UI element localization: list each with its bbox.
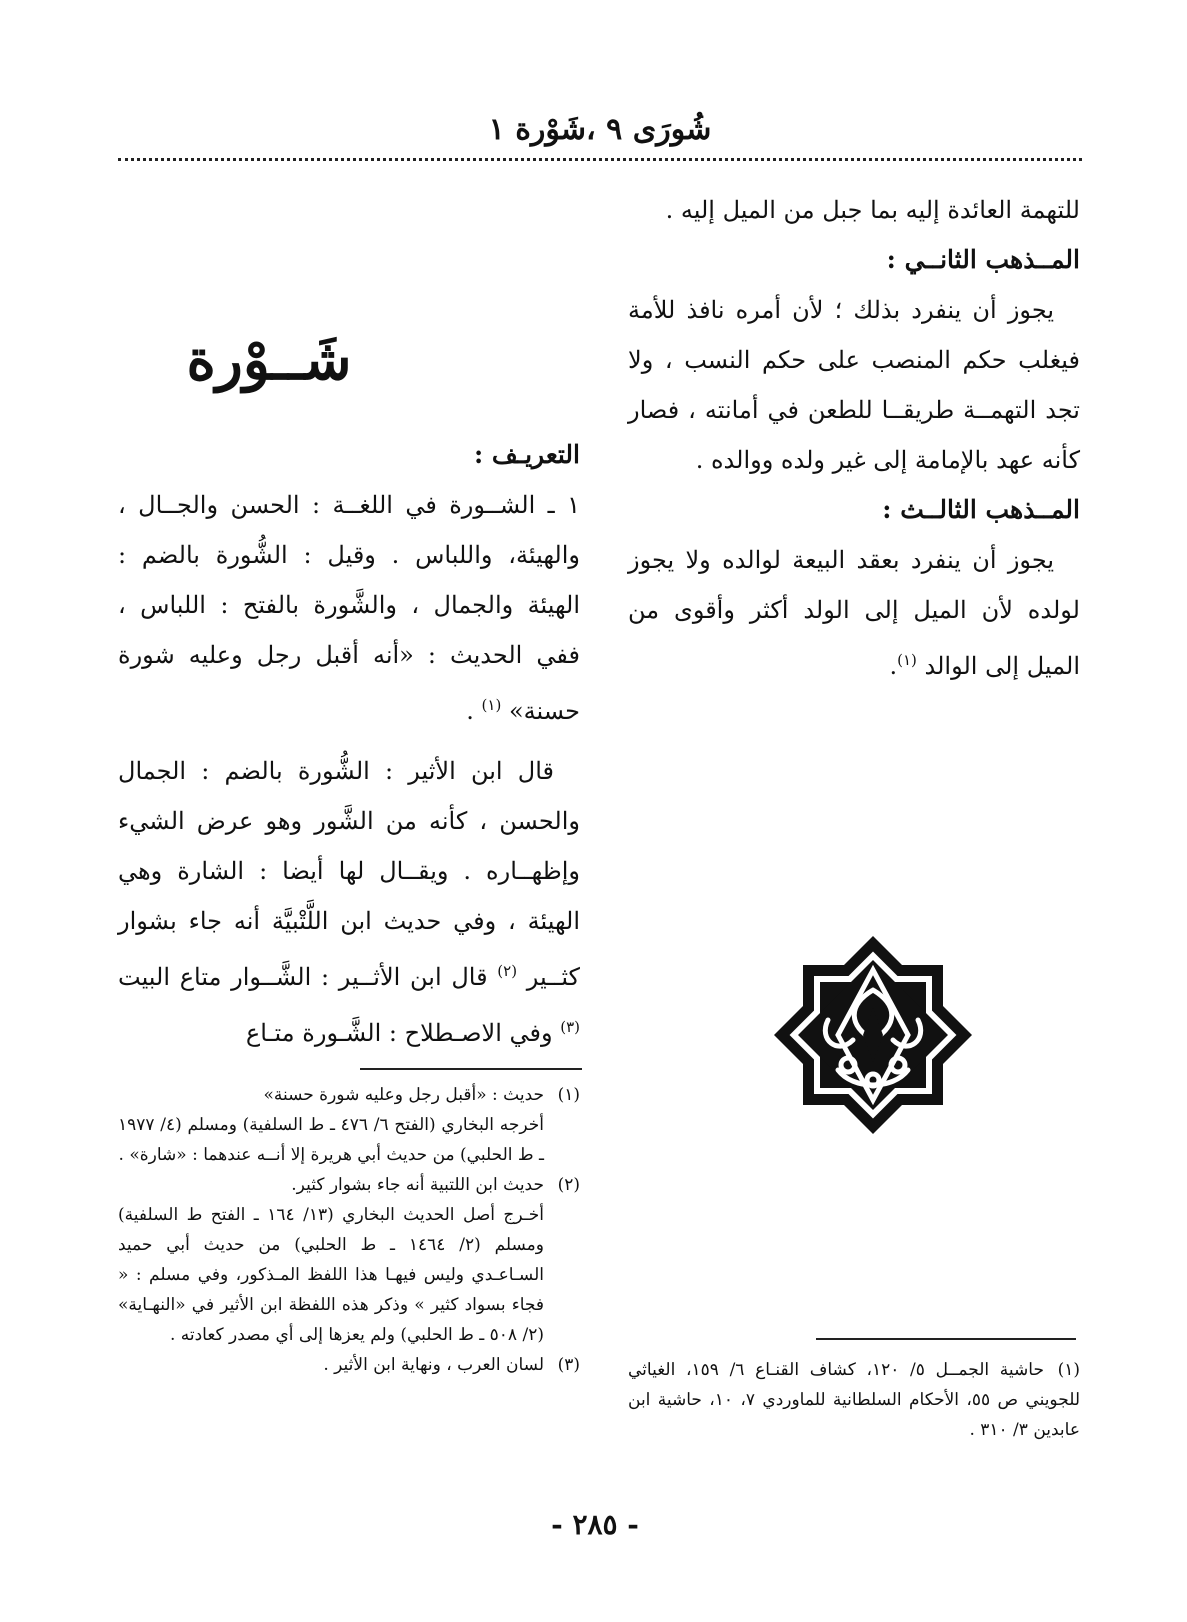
footnote-ref-left-2[interactable]: (٢) (497, 962, 518, 980)
right-para-3 (628, 535, 1080, 691)
octagram-ornament (768, 930, 978, 1140)
footnote-ref-right-1[interactable]: (١) (897, 651, 917, 669)
left-para-2 (118, 746, 580, 1058)
footnote-rule-left (360, 1068, 582, 1070)
footnote-left-2-number: (٢) (557, 1175, 580, 1195)
left-para-1-end: . (466, 697, 474, 725)
left-para-2-text-b: قال ابن الأثــير : الشَّــوار متاع البيت (118, 963, 488, 991)
footnote-left-3-text: لسان العرب ، ونهاية ابن الأثير . (323, 1355, 544, 1375)
footnote-left-1-number: (١) (557, 1085, 580, 1105)
page-number: - ٢٨٥ - (551, 1508, 639, 1541)
footnote-left-3-number: (٣) (557, 1355, 580, 1375)
footnote-rule-right (816, 1338, 1076, 1340)
footnote-left-1-continuation: أخرجه البخاري (الفتح ٦/ ٤٧٦ ـ ط السلفية) ومسلم (٤/ ١٩٧٧ ـ ط الحلبي) من حديث أبي هريرة إلا أنــه عندهما : «شارة» . (118, 1115, 544, 1165)
footnote-left-1-text: حديث : «أقبل رجل وعليه شورة حسنة» (263, 1085, 544, 1105)
footnote-right-1 (628, 1355, 1080, 1445)
footnote-right-1-number: (١) (1057, 1360, 1080, 1380)
heading-second-madhhab: المــذهب الثانــي : (886, 245, 1080, 274)
running-head: شُورَى ٩ ،شَوْرة ١ (488, 112, 712, 147)
footnote-left-1 (118, 1080, 580, 1110)
right-column (628, 185, 1080, 691)
right-para-3-text: يجوز أن ينفرد بعقد البيعة لوالده ولا يجوز لولده لأن الميل إلى الولد أكثر وأقوى من الميل إلى الوالد (628, 546, 1080, 680)
footnotes-left (118, 1080, 580, 1380)
heading-third-madhhab: المــذهب الثالــث : (882, 495, 1080, 524)
right-para-2: يجوز أن ينفرد بذلك ؛ لأن أمره نافذ للأمة فيغلب حكم المنصب على حكم النسب ، ولا تجد التهمــة طريقــا للطعن في أمانته ، فصار كأنه عهد بالإمامة إلى غير ولده ووالده . (628, 296, 1080, 474)
footnote-ref-left-3[interactable]: (٣) (560, 1018, 580, 1036)
left-para-1 (118, 480, 580, 736)
footnote-left-2-text: حديث ابن اللتبية أنه جاء بشوار كثير. (291, 1175, 544, 1195)
footnotes-right (628, 1355, 1080, 1445)
left-column (118, 300, 580, 1058)
footnote-left-2-continuation: أخـرج أصل الحديث البخاري (١٣/ ١٦٤ ـ الفتح ط السلفية) ومسلم (٢/ ١٤٦٤ ـ ط الحلبي) من حديث أبي حميد السـاعـدي وليس فيهـا هذا اللفظ المـذكور، وفي مسلم : « فجاء بسواد كثير » وذكر هذه اللفظة ابن الأثير في «النهـاية» (٢/ ٥٠٨ ـ ط الحلبي) ولم يعزها إلى أي مصدر كعادته . (118, 1205, 544, 1345)
footnote-left-3 (118, 1350, 580, 1380)
footnote-ref-left-1[interactable]: (١) (481, 696, 502, 714)
left-para-2-text-a: قال ابن الأثير : الشُّورة بالضم : الجمال والحسن ، كأنه من الشَّور وهو عرض الشيء وإظهــاره . ويقــال لها أيضا : الشارة وهي الهيئة ، وفي حديث ابن اللَّتْبيَّة أنه جاء بشوار كثــير (118, 757, 580, 991)
footnote-left-2 (118, 1170, 580, 1200)
definition-heading: التعريـف : (473, 440, 580, 469)
left-para-2-text-c: وفي الاصـطلاح : الشَّـورة متـاع (245, 1019, 553, 1047)
footnote-right-1-text: حاشية الجمــل ٥/ ١٢٠، كشاف القنـاع ٦/ ١٥٩، الغياثي للجويني ص ٥٥، الأحكام السلطانية للماوردي ٧، ١٠، حاشية ابن عابدين ٣/ ٣١٠ . (628, 1360, 1080, 1440)
right-para-1: للتهمة العائدة إليه بما جبل من الميل إليه . (665, 196, 1080, 224)
entry-title: شَــوْرة (186, 327, 352, 393)
left-para-1-text: ١ ـ الشــورة في اللغــة : الحسن والجــال ، والهيئة، واللباس . وقيل : الشُّورة بالضم : الهيئة والجمال ، والشَّورة بالفتح : اللباس ، ففي الحديث : «أنه أقبل رجل وعليه شورة حسنة» (118, 491, 581, 725)
right-para-3-end: . (889, 652, 898, 680)
header-dotted-rule (118, 158, 1082, 161)
